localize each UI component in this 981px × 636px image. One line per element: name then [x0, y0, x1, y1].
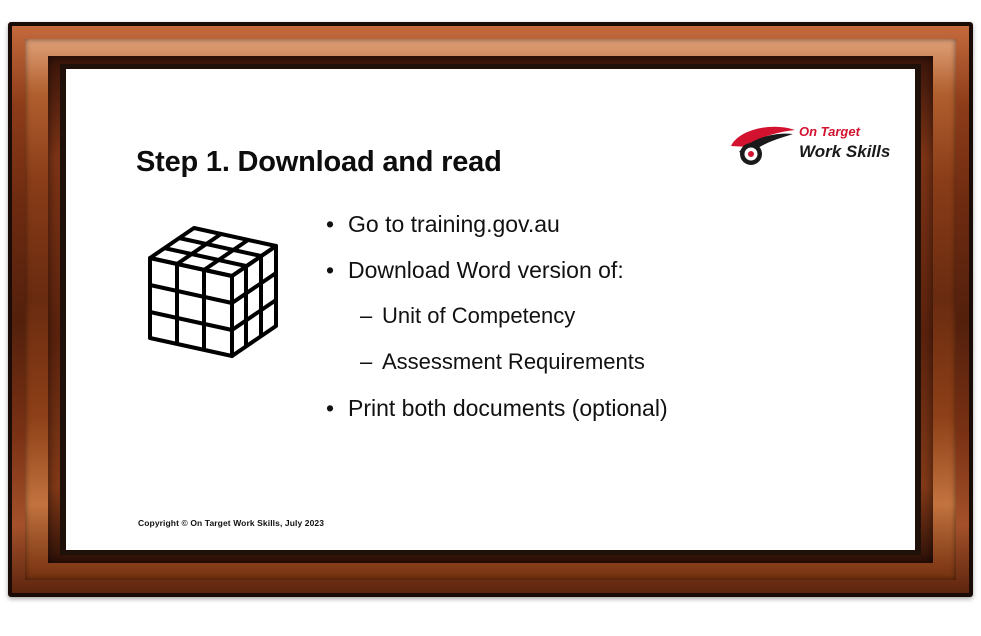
dash-marker-icon: – [360, 303, 373, 328]
list-item-label: Download Word version of: [348, 257, 624, 283]
list-item-label: Print both documents (optional) [348, 395, 668, 421]
bullet-marker-icon: • [326, 211, 335, 237]
svg-text:On Target: On Target [799, 124, 860, 139]
list-item [326, 347, 886, 377]
list-item-label: Assessment Requirements [382, 349, 645, 374]
page-title: Step 1. Download and read [136, 146, 502, 179]
svg-text:Work Skills: Work Skills [799, 142, 891, 161]
bullet-marker-icon: • [326, 395, 335, 421]
list-item [326, 393, 886, 423]
copyright-notice: Copyright © On Target Work Skills, July 2023 [138, 518, 325, 528]
dash-marker-icon: – [360, 349, 373, 374]
bullet-list [326, 209, 886, 439]
slide-canvas [66, 69, 915, 550]
picture-frame [8, 22, 973, 597]
bullet-marker-icon: • [326, 257, 335, 283]
list-item-label: Unit of Competency [382, 303, 576, 328]
list-item-label: Go to training.gov.au [348, 211, 560, 237]
list-item [326, 301, 886, 331]
list-item [326, 209, 886, 239]
on-target-work-skills-logo [729, 116, 893, 172]
list-item [326, 255, 886, 285]
rubiks-cube-illustration [128, 206, 288, 366]
